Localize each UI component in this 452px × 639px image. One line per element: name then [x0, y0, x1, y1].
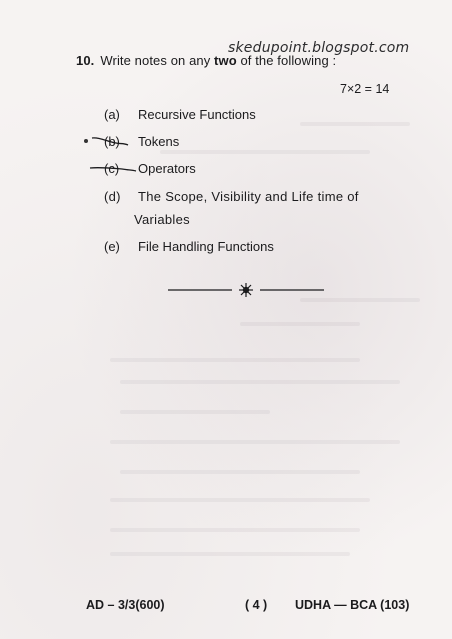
bleed-through-line — [110, 528, 360, 532]
strike-through-mark — [88, 161, 138, 175]
option-text: File Handling Functions — [138, 239, 274, 254]
bleed-through-line — [300, 298, 420, 302]
question-number: 10. — [76, 53, 95, 68]
pen-mark — [84, 139, 88, 143]
bleed-through-line — [160, 150, 370, 154]
option-d — [104, 189, 359, 204]
option-a — [104, 107, 256, 122]
bleed-through-line — [120, 410, 270, 414]
page-number: ( 4 ) — [245, 598, 268, 612]
option-label: (a) — [104, 107, 120, 122]
option-text: The Scope, Visibility and Life time of — [138, 189, 359, 204]
end-of-paper-divider — [168, 282, 324, 298]
option-label: (c) — [104, 161, 120, 176]
bleed-through-line — [120, 380, 400, 384]
bleed-through-line — [120, 470, 360, 474]
option-e — [104, 239, 274, 254]
ornament-icon — [239, 283, 253, 297]
watermark-text: skedupoint.blogspot.com — [228, 40, 410, 56]
question-text-bold: two — [214, 53, 237, 68]
option-text-continued: Variables — [134, 212, 190, 227]
question-text-pre: Write notes on any — [100, 53, 215, 68]
bleed-through-line — [110, 440, 400, 444]
question-text-post: of the following : — [236, 53, 337, 68]
option-text: Tokens — [138, 134, 180, 149]
bleed-through-line — [110, 498, 370, 502]
option-label: (e) — [104, 239, 120, 254]
strike-through-mark — [90, 134, 130, 148]
marks-allocation: 7×2 = 14 — [340, 82, 390, 96]
bleed-through-line — [300, 122, 410, 126]
option-label: (d) — [104, 189, 121, 204]
option-label: (b) — [104, 134, 120, 149]
bleed-through-line — [110, 552, 350, 556]
option-text: Recursive Functions — [138, 107, 256, 122]
paper-code: AD – 3/3(600) — [86, 598, 165, 612]
question-line — [76, 53, 336, 68]
bleed-through-line — [240, 322, 360, 326]
paper-title: UDHA — BCA (103) — [295, 598, 410, 612]
bleed-through-line — [110, 358, 360, 362]
option-text: Operators — [138, 161, 196, 176]
